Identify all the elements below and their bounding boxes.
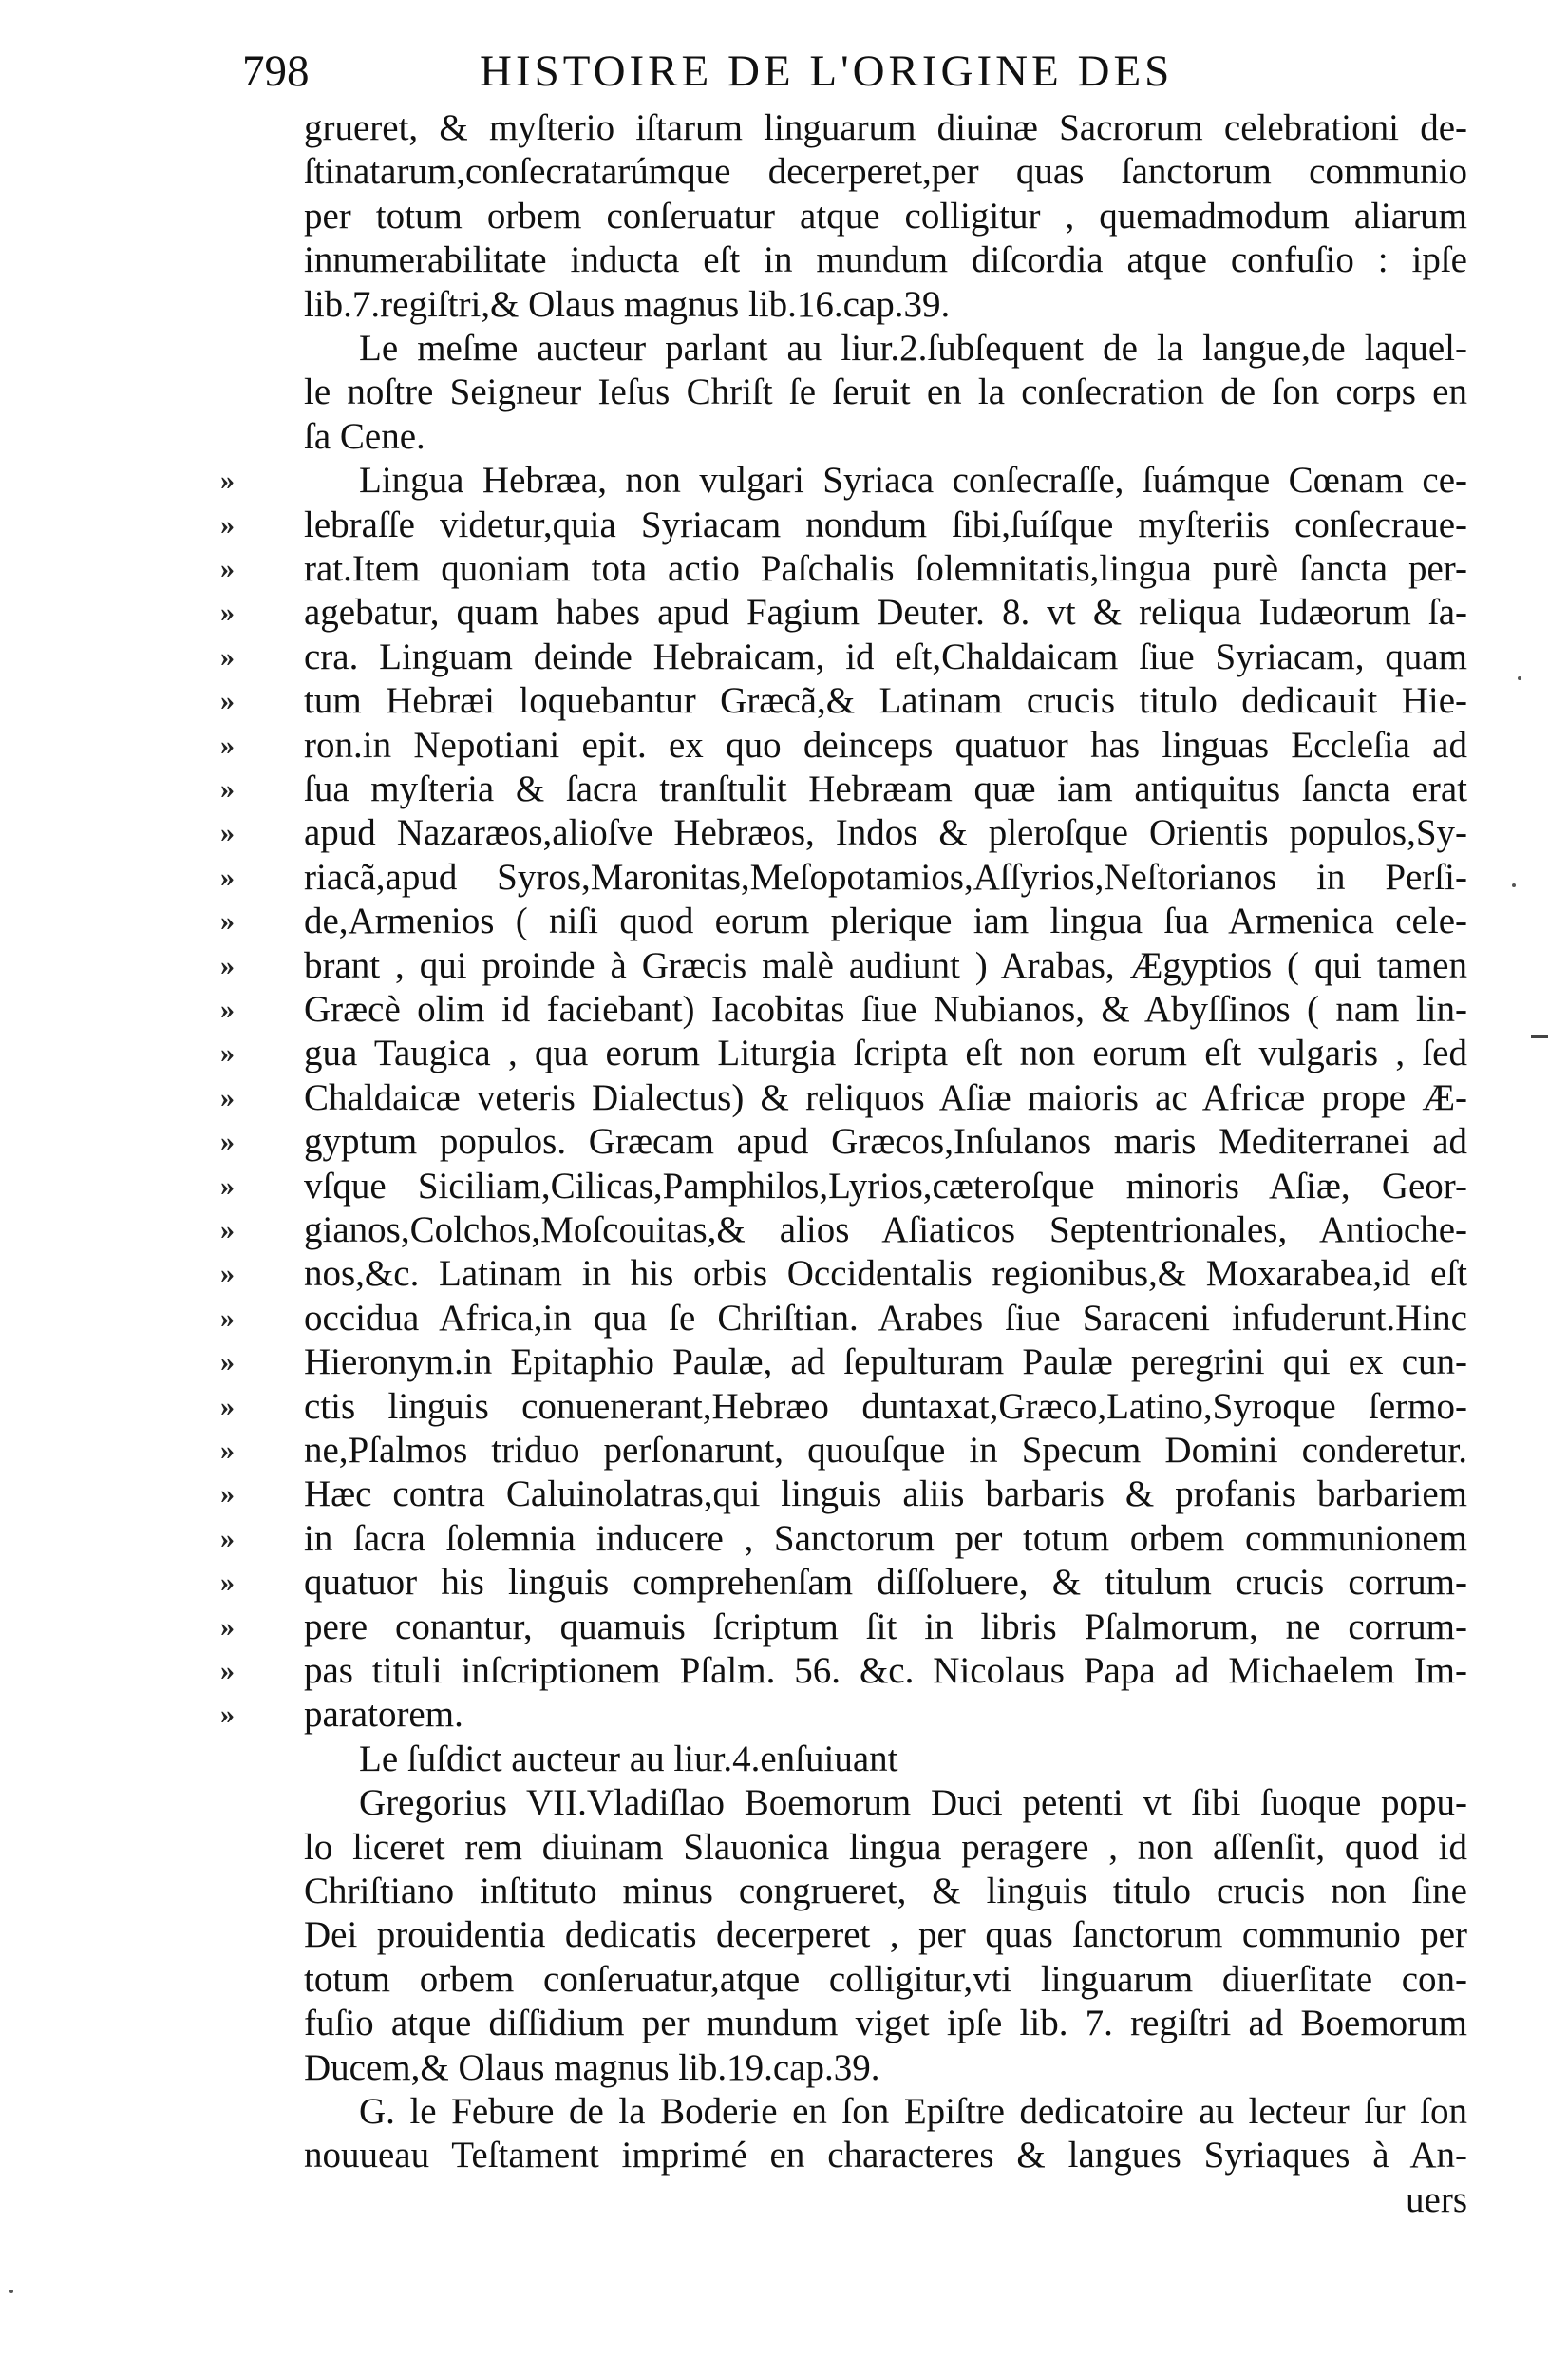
text-line: uers (1406, 2179, 1467, 2220)
ink-speck (1518, 676, 1521, 680)
page-number: 798 (242, 47, 310, 96)
text-line: quatuor his linguis comprehenſam diſſoluere, & titulum crucis corrum- (304, 1562, 1467, 1603)
quotation-mark: » (220, 1258, 235, 1289)
text-line: ſa Cene. (304, 416, 425, 457)
quotation-mark: » (220, 1037, 235, 1069)
text-line: ſua myſteria & ſacra tranſtulit Hebræam quæ iam antiquitus ſancta erat (304, 769, 1467, 809)
text-line: le noſtre Seigneur Ieſus Chriſt ſe ſeruit en la conſecration de ſon corps en (304, 371, 1467, 412)
text-line: de,Armenios ( niſi quod eorum plerique iam lingua ſua Armenica cele- (304, 901, 1467, 941)
text-line: vſque Siciliam,Cilicas,Pamphilos,Lyrios,cæteroſque minoris Aſiæ, Geor- (304, 1166, 1467, 1206)
quotation-mark: » (220, 1082, 235, 1113)
text-line: agebatur, quam habes apud Fagium Deuter. 8. vt & reliqua Iudæorum ſa- (304, 592, 1467, 633)
running-head (242, 46, 1467, 103)
quotation-mark: » (220, 1346, 235, 1378)
quotation-mark: » (220, 817, 235, 848)
text-line: in ſacra ſolemnia inducere , Sanctorum per totum orbem communionem (304, 1518, 1467, 1559)
quotation-mark: » (220, 1126, 235, 1157)
text-line: pas tituli inſcriptionem Pſalm. 56. &c. Nicolaus Papa ad Michaelem Im- (304, 1650, 1467, 1691)
text-line: Gregorius VII.Vladiſlao Boemorum Duci petenti vt ſibi ſuoque popu- (359, 1782, 1467, 1823)
quotation-mark: » (220, 773, 235, 805)
ink-speck (9, 2290, 13, 2293)
text-line: gua Taugica , qua eorum Liturgia ſcripta eſt non eorum eſt vulgaris , ſed (304, 1033, 1467, 1074)
quotation-mark: » (220, 1523, 235, 1554)
text-line: Le meſme aucteur parlant au liur.2.ſubſequent de la langue,de laquel- (359, 328, 1467, 369)
quotation-mark: » (220, 465, 235, 496)
text-line: ctis linguis conuenerant,Hebræo duntaxat,Græco,Latino,Syroque ſermo- (304, 1386, 1467, 1427)
text-line: apud Nazaræos,alioſve Hebræos, Indos & pleroſque Orientis populos,Sy- (304, 812, 1467, 853)
text-line: gianos,Colchos,Moſcouitas,& alios Aſiaticos Septentrionales, Antioche- (304, 1209, 1467, 1250)
quotation-mark: » (220, 1655, 235, 1686)
text-line: brant , qui proinde à Græcis malè audiunt ) Arabas, Ægyptios ( qui tamen (304, 945, 1467, 986)
text-line: ſtinatarum,conſecratarúmque decerperet,per quas ſanctorum communio (304, 151, 1467, 192)
text-line: per totum orbem conſeruatur atque colligitur , quemadmodum aliarum (304, 196, 1467, 237)
quotation-mark: » (220, 730, 235, 761)
quotation-mark: » (220, 553, 235, 584)
quotation-mark: » (220, 1391, 235, 1422)
text-line: innumerabilitate inducta eſt in mundum diſcordia atque confuſio : ipſe (304, 239, 1467, 280)
text-line: fuſio atque diſſidium per mundum viget ipſe lib. 7. regiſtri ad Boemorum (304, 2003, 1467, 2043)
quotation-mark: » (220, 509, 235, 541)
ink-speck (1512, 884, 1516, 887)
quotation-mark: » (220, 597, 235, 628)
text-line: Lingua Hebræa, non vulgari Syriaca conſecraſſe, ſuámque Cœnam ce- (359, 460, 1467, 501)
quotation-mark: » (220, 994, 235, 1025)
text-line: paratorem. (304, 1694, 463, 1735)
text-line: Le ſuſdict aucteur au liur.4.enſuiuant (359, 1738, 898, 1779)
text-line: lo liceret rem diuinam Slauonica lingua peragere , non aſſenſit, quod id (304, 1827, 1467, 1868)
text-line: nos,&c. Latinam in his orbis Occidentalis regionibus,& Moxarabea,id eſt (304, 1253, 1467, 1294)
text-line: nouueau Teſtament imprimé en characteres & langues Syriaques à An- (304, 2135, 1467, 2176)
quotation-mark: » (220, 905, 235, 937)
quotation-mark: » (220, 1699, 235, 1730)
running-title: HISTOIRE DE L'ORIGINE DES (480, 47, 1174, 96)
quotation-mark: » (220, 950, 235, 981)
text-line: G. le Febure de la Boderie en ſon Epiſtre dedicatoire au lecteur ſur ſon (359, 2091, 1467, 2132)
text-line: grueret, & myſterio iſtarum linguarum diuinæ Sacrorum celebrationi de- (304, 107, 1467, 148)
text-line: Ducem,& Olaus magnus lib.19.cap.39. (304, 2047, 880, 2088)
text-line: pere conantur, quamuis ſcriptum ſit in libris Pſalmorum, ne corrum- (304, 1606, 1467, 1647)
text-line: tum Hebræi loquebantur Græcã,& Latinam crucis titulo dedicauit Hie- (304, 680, 1467, 721)
text-line: totum orbem conſeruatur,atque colligitur,vti linguarum diuerſitate con- (304, 1959, 1467, 2000)
quotation-mark: » (220, 1170, 235, 1202)
quotation-mark: » (220, 1214, 235, 1245)
quotation-mark: » (220, 1611, 235, 1643)
text-line: rat.Item quoniam tota actio Paſchalis ſolemnitatis,lingua purè ſancta per- (304, 548, 1467, 589)
text-line: Chaldaicæ veteris Dialectus) & reliquos Aſiæ maioris ac Africæ prope Æ- (304, 1077, 1467, 1118)
text-line: ron.in Nepotiani epit. ex quo deinceps quatuor has linguas Eccleſia ad (304, 725, 1467, 766)
quotation-mark: » (220, 1434, 235, 1466)
text-line: Græcè olim id faciebant) Iacobitas ſiue Nubianos, & Abyſſinos ( nam lin- (304, 989, 1467, 1030)
text-line: Hæc contra Caluinolatras,qui linguis aliis barbaris & profanis barbariem (304, 1473, 1467, 1514)
text-line: Hieronym.in Epitaphio Paulæ, ad ſepulturam Paulæ peregrini qui ex cun- (304, 1341, 1467, 1382)
text-line: ne,Pſalmos triduo perſonarunt, quouſque in Specum Domini conderetur. (304, 1430, 1467, 1471)
quotation-mark: » (220, 1567, 235, 1598)
quotation-mark: » (220, 685, 235, 716)
quotation-mark: » (220, 1478, 235, 1510)
text-line: Dei prouidentia dedicatis decerperet , per quas ſanctorum communio per (304, 1914, 1467, 1955)
text-line: riacã,apud Syros,Maronitas,Meſopotamios,Aſſyrios,Neſtorianos in Perſi- (304, 857, 1467, 898)
quotation-mark: » (220, 641, 235, 673)
text-line: lebraſſe videtur,quia Syriacam nondum ſibi,ſuíſque myſteriis conſecrauе- (304, 504, 1467, 545)
text-line: occidua Africa,in qua ſe Chriſtian. Arabes ſiue Saraceni infuderunt.Hinc (304, 1298, 1467, 1339)
quotation-mark: » (220, 1302, 235, 1334)
quotation-mark: » (220, 862, 235, 893)
text-line: Chriſtiano inſtituto minus congrueret, & linguis titulo crucis non ſine (304, 1871, 1467, 1911)
text-line: cra. Linguam deinde Hebraicam, id eſt,Chaldaicam ſiue Syriacam, quam (304, 636, 1467, 677)
text-line: gyptum populos. Græcam apud Græcos,Inſulanos maris Mediterranei ad (304, 1121, 1467, 1162)
text-line: lib.7.regiſtri,& Olaus magnus lib.16.cap.39. (304, 284, 951, 325)
margin-mark (1531, 1036, 1548, 1038)
